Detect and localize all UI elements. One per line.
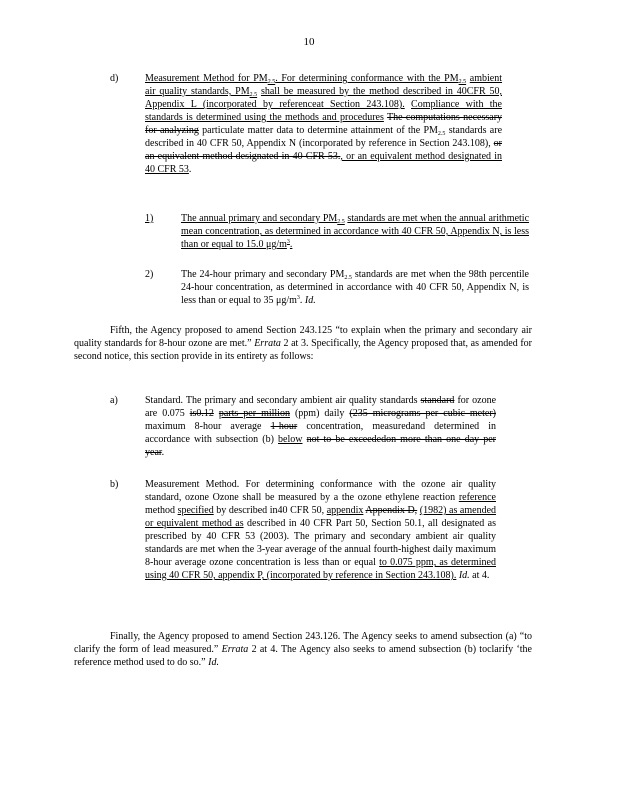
item-d-text-4: shall be measured by the method described in 40CFR 50, Appendix L (incorporated by referenceat Section 243.108). <box>145 86 502 110</box>
item-a-text-10: concentration, measuredand determined in accordance with subsection (b) <box>145 421 497 445</box>
item-d-text-2: . For determining conformance with the PM <box>275 73 459 84</box>
item-d1-text-2: standards are met when the annual arithmetic mean concentration, as determined in accordance with 40 CFR 50, Appendix N, is less than or equal to 15.0 μg/m <box>181 213 530 250</box>
item-d-text-1: Measurement Method for PM <box>145 73 268 84</box>
item-b-text-6: by described in40 CFR 50, <box>216 505 325 516</box>
item-b-text-12: to 0.075 ppm, as determined using 40 CFR 50, appendix P, (incorporated by reference in Section 243.108). <box>145 557 496 581</box>
item-d2-text-3: . <box>299 295 303 306</box>
item-b-text-3: reference <box>458 492 496 503</box>
item-d-text-5: Compliance with the standards is determined using the methods and procedures <box>145 99 502 123</box>
item-d2-text-2: standards are met when the 98th percentile 24-hour concentration, as determined in accordance with 40 CFR 50, Appendix N, is less than or equal to 35 μg/m <box>181 269 529 306</box>
paragraph-fifth <box>74 324 532 363</box>
item-b-label: b) <box>110 479 119 490</box>
item-b-text-10: or equivalent method as <box>145 518 244 529</box>
item-d-text-8: standards are described in 40 CFR 50, Appendix N (incorporated by reference in Section 243.108), <box>145 125 503 149</box>
item-a-text-3: for ozone are 0.075 <box>145 395 497 419</box>
item-d-text-11: . <box>188 164 192 175</box>
item-d2-sup-1: 3 <box>296 295 300 301</box>
item-b-text-4: method <box>145 505 175 516</box>
item-a-text-9: 1-hour <box>270 421 298 432</box>
item-b-text-5: specified <box>177 505 214 516</box>
item-d2-id-cite: Id. <box>304 295 316 306</box>
item-d1-text-1: The annual primary and secondary PM <box>181 213 338 224</box>
item-d1-sup-1: 3 <box>286 239 290 245</box>
item-d-label: d) <box>110 73 119 84</box>
item-a-text-7: (235 micrograms per cubic meter) <box>349 408 496 419</box>
item-d-sub-1: 2.5 <box>267 79 276 85</box>
item-d-sub-2: 2.5 <box>458 79 467 85</box>
item-a-text-5: parts per million <box>218 408 290 419</box>
item-a-paragraph <box>145 394 496 459</box>
item-d1-paragraph <box>181 212 529 251</box>
item-d-text-9: or an equivalent method designated in 40 CFR 53. <box>145 138 502 162</box>
item-a-label: a) <box>110 395 118 406</box>
item-b-text-7: appendix <box>326 505 364 516</box>
item-d2-paragraph <box>181 268 529 307</box>
item-d-text-7: particulate matter data to determine attainment of the PM <box>202 125 438 136</box>
item-b-text-1: Measurement Method. For determining conformance with the ozone air quality standard, ozone <box>145 479 496 503</box>
item-d1-sub-1: 2.5 <box>337 219 345 225</box>
item-a-text-13: . <box>161 447 165 458</box>
paragraph-finally <box>74 630 532 669</box>
item-a-text-6: (ppm) daily <box>294 408 345 419</box>
item-d2-text-1: The 24-hour primary and secondary PM <box>181 269 345 280</box>
item-d-text-3: ambient air quality standards, PM <box>145 73 503 97</box>
item-d-text-10: , or an equivalent method designated in 40 CFR 53 <box>145 151 502 175</box>
item-d-paragraph <box>145 72 502 176</box>
item-d-sub-4: 2.5 <box>437 131 446 137</box>
page-number: 10 <box>303 36 315 48</box>
fifth-text-2: 2 at 3. Specifically, the Agency proposed that, as amended for second notice, this section provide in its entirety as follows: <box>74 338 532 362</box>
item-a-text-1: Standard. The primary and secondary ambient air quality standards <box>145 395 418 406</box>
item-d2-label: 2) <box>145 269 154 280</box>
item-d2-sub-1: 2.5 <box>344 275 352 281</box>
item-b-text-2: Ozone shall be measured by a the ozone ethylene reaction <box>212 492 456 503</box>
item-d-text-6: The computations necessary for analyzing <box>145 112 503 136</box>
finally-text-2: 2 at 4. The Agency also seeks to amend subsection (b) toclarify ‘the reference method used to do so.” <box>74 644 532 668</box>
finally-text-1: Finally, the Agency proposed to amend Section 243.126. The Agency seeks to amend subsection (a) “to clarify the form of lead measured.” <box>74 631 532 655</box>
item-a-text-11: below <box>278 434 303 445</box>
finally-id-cite: Id. <box>208 657 219 668</box>
item-b-text-9: (1982) as amended <box>419 505 497 516</box>
item-d-sub-3: 2.5 <box>249 92 258 98</box>
item-d1-label: 1) <box>145 213 154 224</box>
fifth-errata: Errata <box>254 338 281 349</box>
item-a-text-12: not to be exceededon more than one day per year <box>145 434 496 458</box>
item-b-text-14: at 4. <box>472 570 490 581</box>
item-a-text-2: standard <box>420 395 455 406</box>
item-b-id-cite: Id. <box>458 570 470 581</box>
item-b-paragraph <box>145 478 496 582</box>
item-d1-text-3: . <box>289 239 293 250</box>
item-a-text-8: maximum 8-hour average <box>145 421 262 432</box>
finally-errata: Errata <box>221 644 249 655</box>
item-b-text-11: described in 40 CFR Part 50, Section 50.1, all designated as prescribed by 40 CFR 53 (2003). The primary and secondary ambient air quality standards are met when the 3-year average of the annual fourth-highest daily maximum 8-hour average ozone concentration is less than or equal <box>145 518 497 568</box>
item-b-text-8: Appendix D, <box>365 505 418 516</box>
fifth-text-1: Fifth, the Agency proposed to amend Section 243.125 “to explain when the primary and secondary air quality standards for 8-hour ozone are met.” <box>74 325 532 349</box>
item-a-text-4: is0.12 <box>189 408 214 419</box>
